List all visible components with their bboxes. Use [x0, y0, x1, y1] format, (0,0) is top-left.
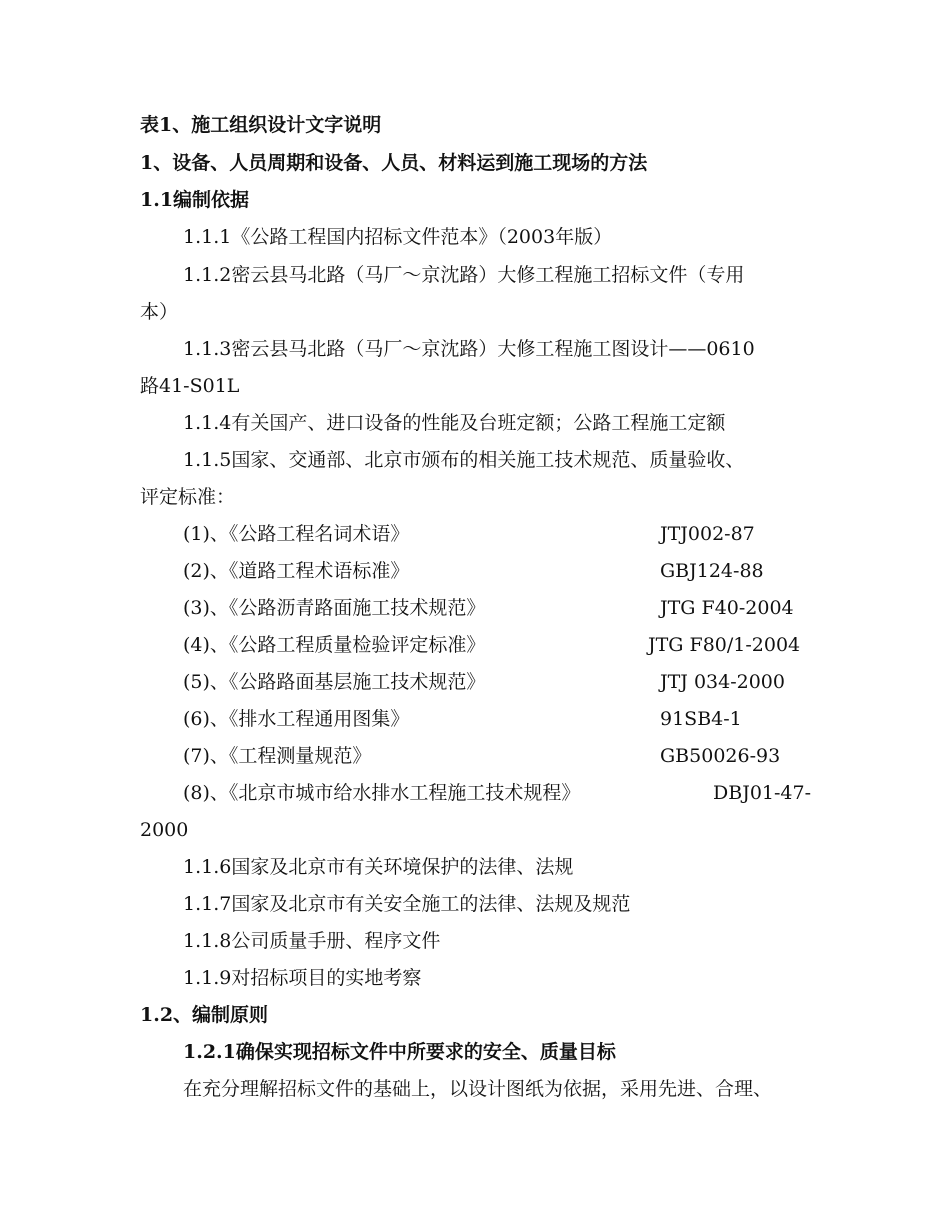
basis-item-1-1-9: 1.1.9对招标项目的实地考察: [183, 967, 422, 989]
standard-code: 91SB4-1: [660, 708, 742, 730]
section-heading-1-2: 1.2、编制原则: [140, 1004, 269, 1026]
basis-item-1-1-1: 1.1.1《公路工程国内招标文件范本》（2003年版）: [183, 226, 613, 248]
standard-code: JTJ 034-2000: [660, 671, 785, 693]
basis-item-1-1-3-cont: 路41-S01L: [140, 375, 240, 397]
standard-row: [183, 738, 823, 775]
section-heading-1-1: 1.1编制依据: [140, 189, 250, 211]
standard-code: JTG F40-2004: [660, 597, 794, 619]
standard-name: (7)、《工程测量规范》: [183, 745, 372, 767]
standard-row: [183, 627, 823, 664]
standard-code: GB50026-93: [660, 745, 781, 767]
basis-item-1-1-6: 1.1.6国家及北京市有关环境保护的法律、法规: [183, 856, 574, 878]
standard-name: (3)、《公路沥青路面施工技术规范》: [183, 597, 486, 619]
basis-item-1-1-3: 1.1.3密云县马北路（马厂～京沈路）大修工程施工图设计——0610: [183, 338, 755, 360]
standard-code-cont: 2000: [140, 819, 189, 841]
standard-name: (4)、《公路工程质量检验评定标准》: [183, 634, 486, 656]
standard-row: [183, 664, 823, 701]
standard-name: (5)、《公路路面基层施工技术规范》: [183, 671, 486, 693]
document-title: 表1、施工组织设计文字说明: [140, 114, 382, 136]
standard-row: [183, 553, 823, 590]
basis-item-1-1-2-cont: 本）: [140, 301, 179, 323]
standard-name: (2)、《道路工程术语标准》: [183, 560, 410, 582]
section-heading-1: 1、设备、人员周期和设备、人员、材料运到施工现场的方法: [140, 152, 648, 174]
standard-code: JTG F80/1-2004: [648, 634, 801, 656]
standard-name: (1)、《公路工程名词术语》: [183, 523, 410, 545]
basis-item-1-1-5: 1.1.5国家、交通部、北京市颁布的相关施工技术规范、质量验收、: [183, 449, 745, 471]
principle-item-1-2-1: 1.2.1确保实现招标文件中所要求的安全、质量目标: [183, 1041, 616, 1063]
basis-item-1-1-5-cont: 评定标准：: [140, 486, 236, 508]
standard-name: (8)、《北京市城市给水排水工程施工技术规程》: [183, 782, 581, 804]
basis-item-1-1-8: 1.1.8公司质量手册、程序文件: [183, 930, 441, 952]
standard-name: (6)、《排水工程通用图集》: [183, 708, 410, 730]
standard-row: [183, 701, 823, 738]
basis-item-1-1-7: 1.1.7国家及北京市有关安全施工的法律、法规及规范: [183, 893, 631, 915]
body-paragraph: 在充分理解招标文件的基础上，以设计图纸为依据，采用先进、合理、: [183, 1078, 773, 1100]
standard-row: [183, 516, 823, 553]
standard-row: [183, 590, 823, 627]
basis-item-1-1-4: 1.1.4有关国产、进口设备的性能及台班定额；公路工程施工定额: [183, 412, 726, 434]
standard-code: GBJ124-88: [660, 560, 764, 582]
standard-code: DBJ01-47-: [713, 782, 812, 804]
standard-code: JTJ002-87: [660, 523, 755, 545]
standard-row: [183, 775, 823, 812]
basis-item-1-1-2: 1.1.2密云县马北路（马厂～京沈路）大修工程施工招标文件（专用: [183, 264, 745, 286]
